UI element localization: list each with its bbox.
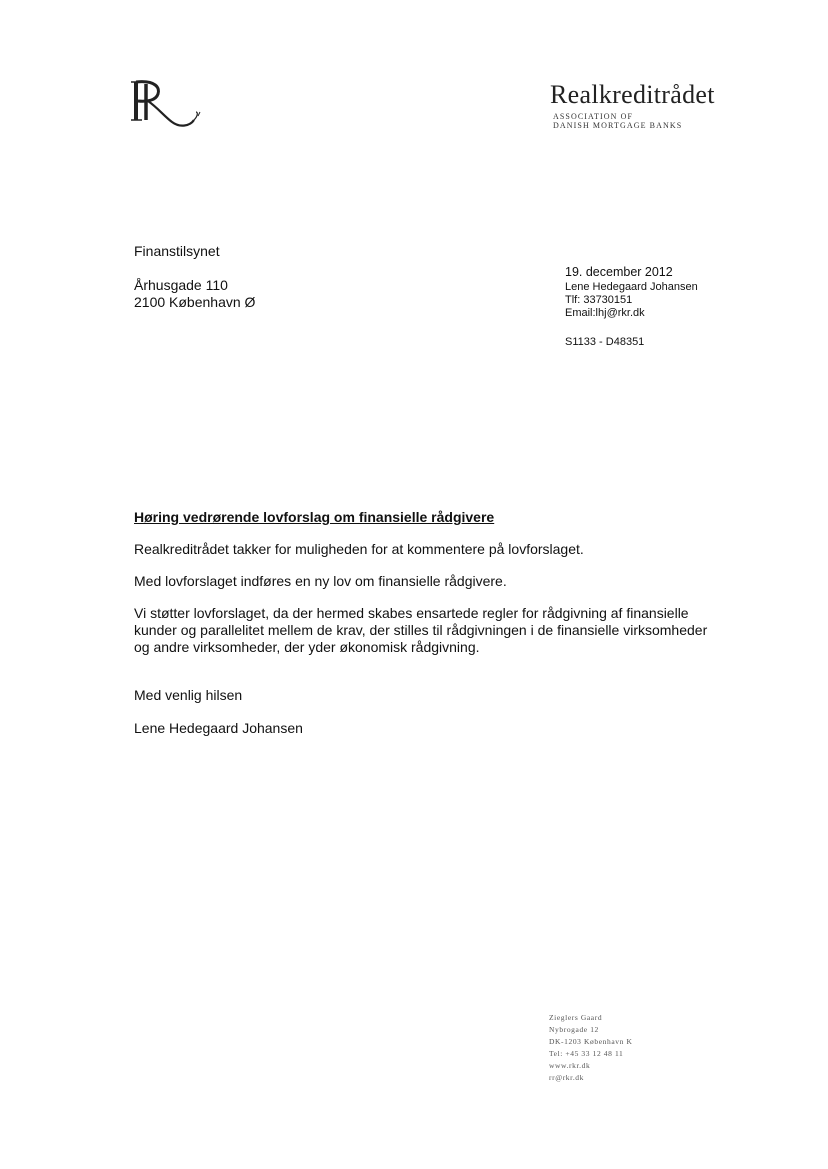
footer-line-3: DK-1203 København K bbox=[549, 1037, 633, 1046]
sender-phone: Tlf: 33730151 bbox=[565, 294, 633, 306]
sender-email: Email:lhj@rkr.dk bbox=[565, 307, 645, 319]
paragraph-3-line-3: og andre virksomheder, der yder økonomisk rådgivning. bbox=[134, 639, 480, 655]
footer-line-1: Zieglers Gaard bbox=[549, 1013, 603, 1022]
recipient-name: Finanstilsynet bbox=[134, 243, 220, 259]
recipient-address-line1: Århusgade 110 bbox=[134, 277, 228, 293]
recipient-address-line2: 2100 København Ø bbox=[134, 294, 256, 310]
organization-name: Realkreditrådet bbox=[550, 80, 715, 109]
signature-name: Lene Hedegaard Johansen bbox=[134, 720, 303, 736]
reference-number: S1133 - D48351 bbox=[565, 336, 645, 348]
paragraph-3-line-2: kunder og parallelitet mellem de krav, der stilles til rådgivningen i de finansielle virksomheder bbox=[134, 622, 708, 638]
paragraph-1: Realkreditrådet takker for muligheden for at kommentere på lovforslaget. bbox=[134, 541, 584, 557]
footer-line-5: www.rkr.dk bbox=[549, 1061, 591, 1070]
footer-line-6: rr@rkr.dk bbox=[549, 1073, 585, 1082]
letter-date: 19. december 2012 bbox=[565, 265, 673, 279]
closing: Med venlig hilsen bbox=[134, 687, 243, 703]
paragraph-2: Med lovforslaget indføres en ny lov om finansielle rådgivere. bbox=[134, 573, 507, 589]
footer-line-2: Nybrogade 12 bbox=[549, 1025, 599, 1034]
footer-line-4: Tel: +45 33 12 48 11 bbox=[549, 1049, 624, 1058]
organization-subtitle-line2: DANISH MORTGAGE BANKS bbox=[553, 121, 683, 130]
sender-name: Lene Hedegaard Johansen bbox=[565, 281, 698, 293]
letter-subject: Høring vedrørende lovforslag om finansielle rådgivere bbox=[134, 509, 495, 525]
paragraph-3-line-1: Vi støtter lovforslaget, da der hermed skabes ensartede regler for rådgivning af finansielle bbox=[134, 605, 689, 621]
rk-monogram-logo bbox=[128, 76, 208, 132]
organization-subtitle-line1: ASSOCIATION OF bbox=[553, 112, 634, 121]
